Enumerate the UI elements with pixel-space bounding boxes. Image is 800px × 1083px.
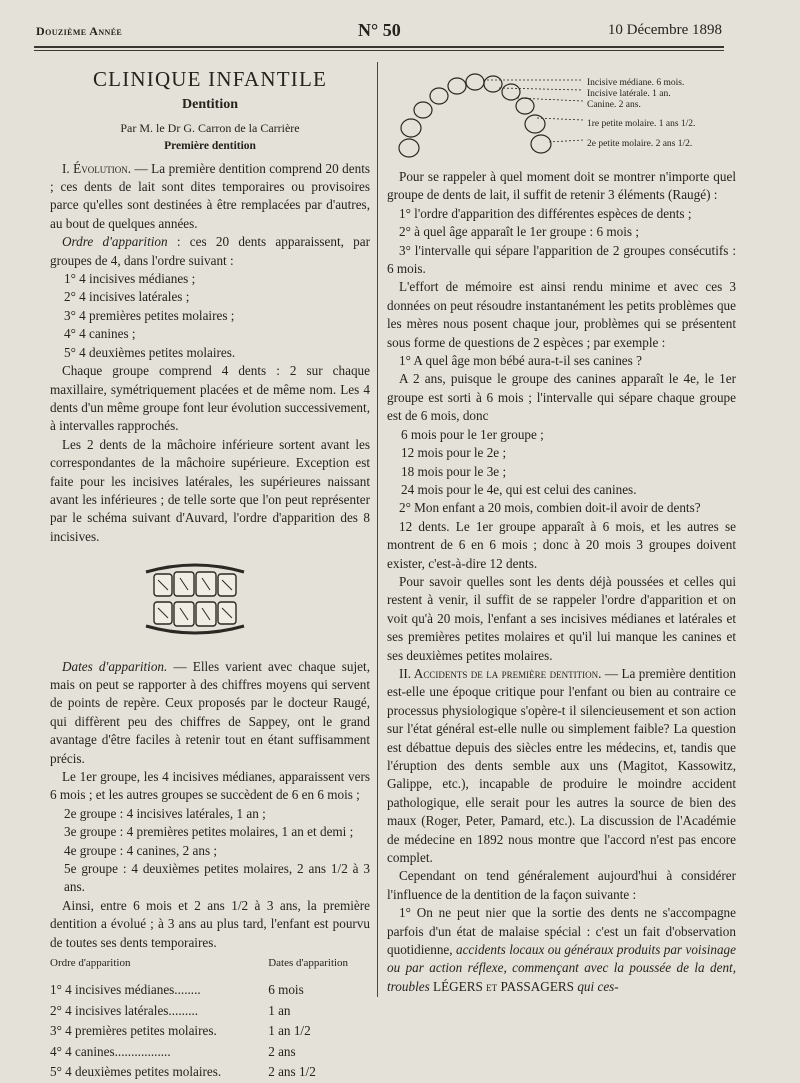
list-item: 1° l'ordre d'apparition des différentes espèces de dents ; (399, 205, 692, 221)
header-rule-bottom (34, 50, 724, 51)
inline-heading: Dates d'apparition. (62, 658, 168, 674)
list-item: 2° à quel âge apparaît le 1er groupe : 6 mois ; (399, 224, 640, 240)
table-row (50, 1021, 370, 1041)
article-subtitle: Dentition (182, 97, 238, 113)
table-cell: 1 an (268, 1002, 291, 1018)
paragraph: Pour savoir quelles sont les dents déjà poussées et celles qui restent à venir, il suffit de se rappeler l'ordre d'apparition et on voit qu'à 20 mois, l'enfant a ses incisives médianes et latérales et ses premières petites molaires et qu'il lui manque les canines et ses deuxièmes petites molaires. (387, 573, 736, 663)
paragraph: : ces 20 dents apparaissent, par groupes de 4, dans l'ordre suivant : (50, 234, 371, 268)
list-item: 3° 4 premières petites molaires ; (64, 307, 235, 323)
paragraph: — La première dentition comprend 20 dents ; ces dents de lait sont dites temporaires ou provisoires parce qu'elles sont destinées à être remplacées par d'autres, au bout de quelques années. (50, 160, 370, 231)
table-header: Dates d'apparition (268, 957, 349, 970)
paragraph: A 2 ans, puisque le groupe des canines apparaît le 4e, le 1er groupe est sorti à 6 mois ; l'intervalle qui sépare chaque groupe est de 6 mois, donc (387, 371, 736, 424)
table-header: Ordre d'apparition (50, 957, 131, 970)
arch-label: 2e petite molaire. 2 ans 1/2. (587, 139, 693, 149)
table-cell: 4° 4 canines................. (50, 1043, 171, 1059)
table-cell: 2 ans (268, 1043, 296, 1059)
dental-arch-drawing (387, 70, 587, 162)
dental-arch-figure (387, 70, 736, 162)
paragraph: 12 dents. Le 1er groupe apparaît à 6 mois, et les autres se montrent de 6 en 6 mois ; donc à 20 mois 3 groupes doivent exister, c'est-à-dire 12 dents. (387, 518, 736, 571)
list-item: 12 mois pour le 2e ; (401, 445, 507, 461)
list-item: 4e groupe : 4 canines, 2 ans ; (64, 842, 218, 858)
list-item: 6 mois pour le 1er groupe ; (401, 426, 544, 442)
left-column (50, 67, 371, 1083)
section-title: Première dentition (164, 140, 256, 153)
section-heading: I. Évolution. (62, 160, 132, 176)
table-cell: 1 an 1/2 (268, 1023, 311, 1039)
paragraph: Ainsi, entre 6 mois et 2 ans 1/2 à 3 ans, la première dentition a évolué ; à 3 ans au plus tard, l'enfant est pourvu de toutes ses dents temporaires. (50, 897, 370, 950)
article-title: CLINIQUE INFANTILE (92, 67, 328, 91)
incisors-diagram (140, 554, 250, 644)
list-item: 5e groupe : 4 deuxièmes petites molaires, 2 ans 1/2 à 3 ans. (64, 861, 370, 895)
table-row (50, 1062, 370, 1082)
list-item: 2e groupe : 4 incisives latérales, 1 an ; (64, 805, 266, 821)
emphasis: qui ces- (577, 978, 619, 994)
list-item: 18 mois pour le 3e ; (401, 463, 507, 479)
table-row (50, 1042, 370, 1062)
table-cell: 5° 4 deuxièmes petites molaires. (50, 1064, 222, 1080)
table-row (50, 980, 370, 1000)
byline: Par M. le Dr G. Carron de la Carrière (120, 120, 300, 135)
column-divider (377, 62, 378, 997)
table-cell: 3° 4 premières petites molaires. (50, 1023, 217, 1039)
paragraph: L'effort de mémoire est ainsi rendu minime et avec ces 3 données on peut résoudre instantanément les petits problèmes que les mères nous posent chaque jour, problèmes qui se présentent sous forme de questions de 2 espèces ; par exemple : (387, 279, 736, 350)
list-item: 2° 4 incisives latérales ; (64, 289, 190, 305)
right-column (387, 70, 736, 996)
paragraph: Les 2 dents de la mâchoire inférieure sortent avant les correspondantes de la mâchoire supérieure. Exception est faite pour les incisives latérales, les supérieures naissant avant les inférieures ; de telle sorte que l'on peut représenter par le schéma suivant d'Auvard, l'ordre d'apparition des 8 incisives. (50, 436, 370, 544)
arch-label: Incisive latérale. 1 an. (587, 89, 671, 99)
paragraph: Pour se rappeler à quel moment doit se montrer n'importe quel groupe de dents de lait, il suffit de retenir 3 éléments (Raugé) : (387, 169, 736, 203)
section-heading: II. Accidents de la première dentition. (399, 665, 602, 681)
table-cell: 2° 4 incisives latérales......... (50, 1002, 199, 1018)
list-item: 5° 4 deuxièmes petites molaires. (64, 344, 236, 360)
paragraph: Cependant on tend généralement aujourd'hui à considérer l'influence de la dentition de la façon suivante : (387, 868, 736, 902)
table-cell: 2 ans 1/2 (268, 1064, 316, 1080)
volume-label: Douzième Année (36, 24, 123, 38)
issue-number: N° 50 (358, 20, 401, 40)
arch-label: Incisive médiane. 6 mois. (587, 78, 685, 88)
paragraph: — La première dentition est-elle une époque critique pour l'enfant ou bien au contraire ce processus physiologique s'opère-t il silencieusement et son action sur l'état général est-elle nulle ou simplement faible? La question est débattue depuis des siècles entre les médecins, et, tandis que l'éruption des dents semble aux uns (Magitot, Kassowitz, Galippe, etc.), incapable de produire le moindre accident pathologique, elle serait pour les autres la source de bien des maux (Roger, Peter, Pamard, etc.). La discussion de l'Académie de médecine en 1892 nous montre que l'accord n'est pas encore complet. (387, 665, 736, 866)
paragraph: 2° Mon enfant a 20 mois, combien doit-il avoir de dents? (399, 500, 701, 516)
issue-date: 10 Décembre 1898 (607, 22, 722, 38)
header-rule-top (34, 46, 724, 48)
dates-table (50, 954, 370, 1082)
running-header (36, 22, 722, 44)
paragraph: 1° A quel âge mon bébé aura-t-il ses canines ? (399, 353, 642, 369)
paragraph: 1° On ne peut nier que la sortie des dents ne s'accompagne parfois d'un état de malaise spécial : c'est un fait d'observation quotidienne, (387, 905, 736, 958)
list-item: 4° 4 canines ; (64, 326, 136, 342)
table-cell: 1° 4 incisives médianes........ (50, 982, 201, 998)
inline-heading: Ordre d'apparition (62, 234, 168, 250)
paragraph: Le 1er groupe, les 4 incisives médianes, apparaissent vers 6 mois ; et les autres groupes se succèdent de 6 en 6 mois ; (50, 769, 370, 803)
paragraph: — Elles varient avec chaque sujet, mais on peut se rapporter à des chiffres moyens qui servent de points de repère. Ceux proposés par le docteur Raugé, qui diffèrent peu des chiffres de Sappey, ont le grand avantage d'être faciles à retenir tout en étant suffisamment précis. (50, 658, 370, 766)
table-row (50, 1001, 370, 1021)
emphasis: accidents locaux ou généraux produits par voisinage ou par action réflexe, commençant avec la poussée de la dent, troubles (387, 942, 737, 994)
table-cell: 6 mois (268, 982, 304, 998)
list-item: 24 mois pour le 4e, qui est celui des canines. (401, 481, 637, 497)
list-item: 3e groupe : 4 premières petites molaires, 1 an et demi ; (64, 824, 354, 840)
list-item: 3° l'intervalle qui sépare l'apparition de 2 groupes consécutifs : 6 mois. (387, 242, 736, 277)
emphasis-caps: LÉGERS et PASSAGERS (429, 978, 578, 994)
list-item: 1° 4 incisives médianes ; (64, 271, 196, 287)
arch-label: Canine. 2 ans. (587, 100, 641, 110)
arch-label: 1re petite molaire. 1 ans 1/2. (587, 119, 696, 129)
paragraph: Chaque groupe comprend 4 dents : 2 sur chaque maxillaire, symétriquement placées et de même nom. Les 4 dents d'un même groupe font leur évolution successivement, à intervalles rapprochés. (50, 363, 370, 434)
